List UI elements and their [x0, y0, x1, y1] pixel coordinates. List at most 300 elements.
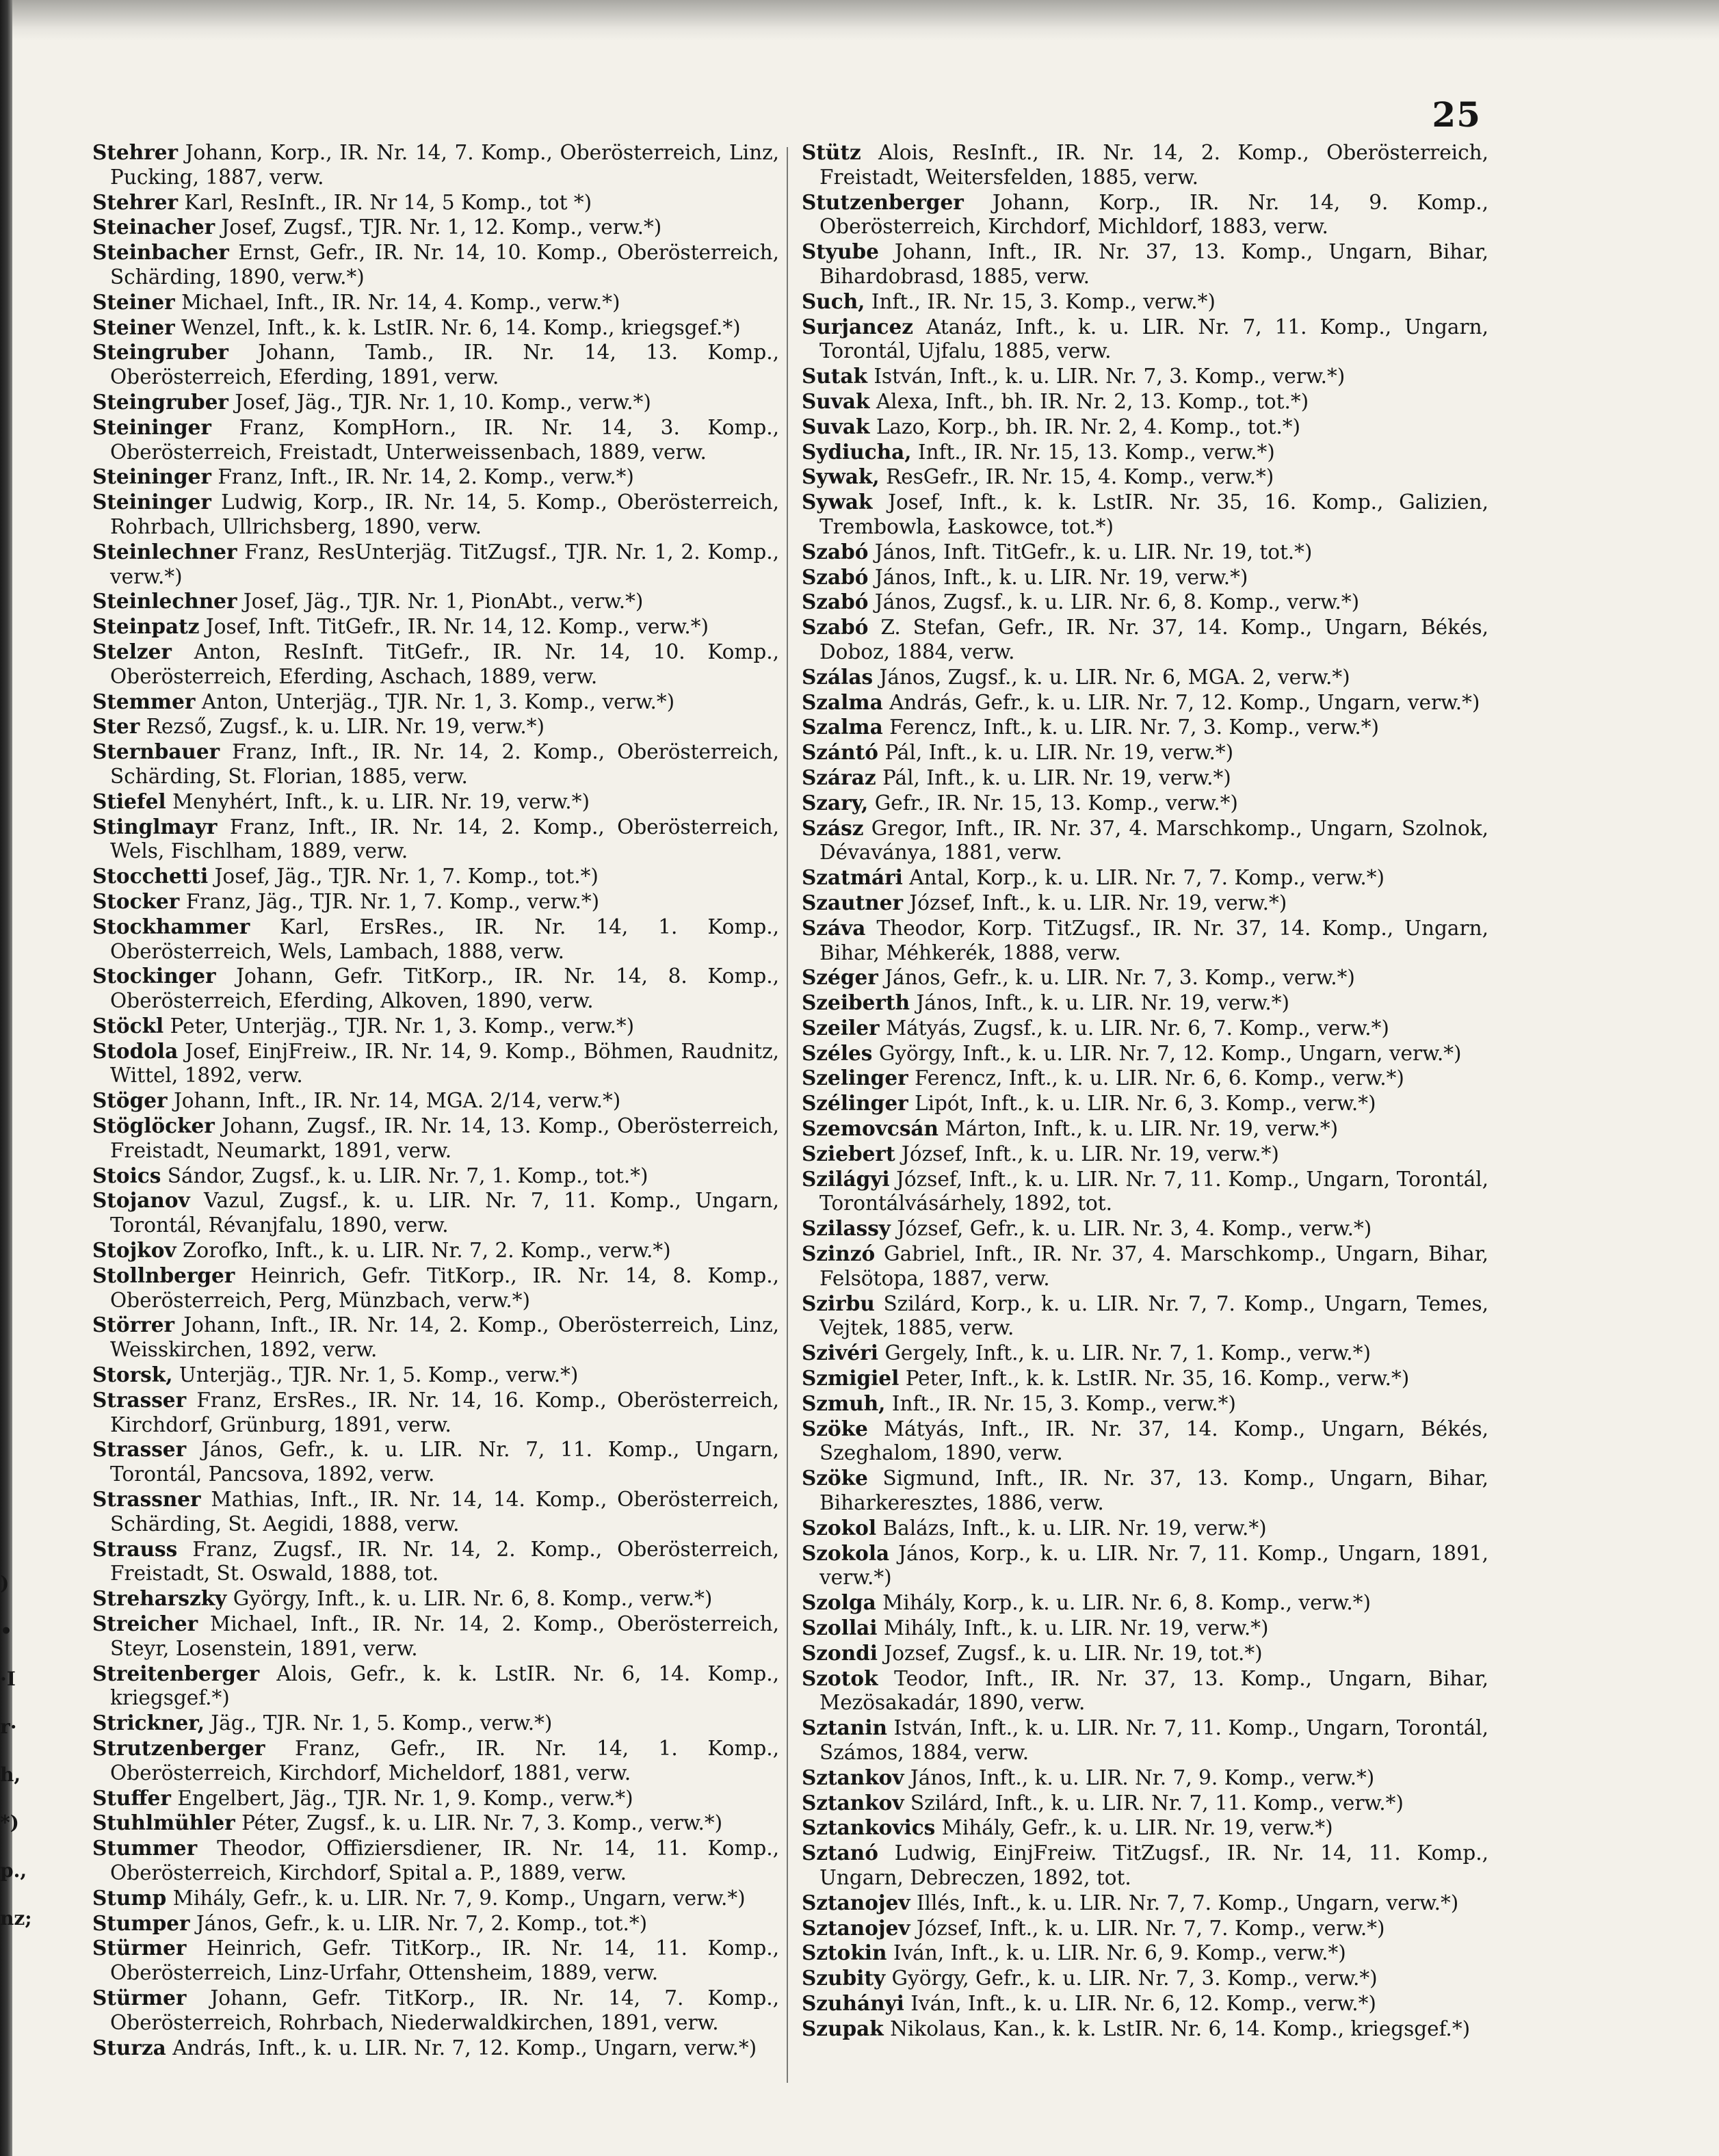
entry-details: Iván, Inft., k. u. LIR. Nr. 6, 9. Komp., verw.*): [893, 1941, 1346, 1965]
entry-surname: Sydiucha,: [802, 439, 912, 464]
entry-surname: Stutzenberger: [802, 189, 964, 214]
entry-surname: Sternbauer: [92, 739, 220, 764]
entry-surname: Stütz: [802, 140, 861, 164]
entry-surname: Steingruber: [92, 389, 228, 414]
entry-surname: Szalma: [802, 689, 883, 714]
list-entry: [802, 1016, 1488, 1041]
entry-details: József, Inft., k. u. LIR. Nr. 19, verw.*): [902, 1142, 1279, 1166]
entry-details: Johann, Zugsf., IR. Nr. 14, 13. Komp., Oberösterreich, Freistadt, Neumarkt, 1891, verw.: [110, 1114, 779, 1162]
entry-details: János, Zugsf., k. u. LIR. Nr. 6, MGA. 2, verw.*): [879, 665, 1350, 689]
list-entry: [802, 765, 1488, 791]
list-entry: [92, 1014, 779, 1039]
scan-shadow-top: [0, 0, 1719, 41]
entry-surname: Steinlechner: [92, 539, 237, 564]
entry-surname: Sywak,: [802, 464, 880, 489]
entry-surname: Szilágyi: [802, 1166, 890, 1191]
entry-details: István, Inft., k. u. LIR. Nr. 7, 11. Komp., Ungarn, Torontál, Számos, 1884, verw.: [819, 1716, 1488, 1764]
list-entry: [92, 1811, 779, 1836]
entry-details: Heinrich, Gefr. TitKorp., IR. Nr. 14, 11. Komp., Oberösterreich, Linz-Urfahr, Ottensheim, 1889, verw.: [110, 1936, 779, 1985]
entry-surname: Sztankov: [802, 1790, 904, 1815]
entry-surname: Szemovcsán: [802, 1116, 939, 1141]
entry-details: Alexa, Inft., bh. IR. Nr. 2, 13. Komp., tot.*): [876, 389, 1309, 413]
list-entry: [802, 1341, 1488, 1366]
entry-details: Franz, KompHorn., IR. Nr. 14, 3. Komp., Oberösterreich, Freistadt, Unterweissenbach, 1889, verw.: [110, 415, 779, 464]
list-entry: [802, 239, 1488, 289]
list-entry: [92, 1836, 779, 1886]
list-entry: [92, 1936, 779, 1986]
list-entry: [802, 1791, 1488, 1816]
entry-surname: Szivéri: [802, 1341, 878, 1365]
entry-surname: Stemmer: [92, 689, 196, 713]
list-entry: [92, 1263, 779, 1313]
list-entry: [802, 1966, 1488, 1991]
entry-details: György, Inft., k. u. LIR. Nr. 7, 12. Komp., Ungarn, verw.*): [878, 1041, 1462, 1065]
entry-surname: Stelzer: [92, 639, 172, 663]
entry-surname: Szántó: [802, 740, 878, 765]
entry-surname: Streharszky: [92, 1586, 227, 1611]
entry-surname: Steingruber: [92, 340, 228, 365]
list-entry: [92, 714, 779, 739]
list-entry: [802, 1891, 1488, 1916]
list-entry: [92, 340, 779, 390]
entry-surname: Stocker: [92, 889, 180, 913]
list-entry: [802, 916, 1488, 966]
entry-details: Ferencz, Inft., k. u. LIR. Nr. 7, 3. Komp., verw.*): [889, 715, 1380, 739]
list-entry: [802, 2016, 1488, 2042]
entry-surname: Streicher: [92, 1612, 198, 1636]
entry-details: Ludwig, Korp., IR. Nr. 14, 5. Komp., Oberösterreich, Rohrbach, Ullrichsberg, 1890, verw.: [110, 490, 779, 538]
entry-details: János, Inft., k. u. LIR. Nr. 19, verw.*): [874, 565, 1248, 589]
list-entry: [802, 590, 1488, 615]
list-entry: [802, 1291, 1488, 1341]
list-entry: [92, 215, 779, 240]
margin-fragment: ): [0, 1572, 10, 1594]
entry-details: Johann, Inft., IR. Nr. 37, 13. Komp., Ungarn, Bihar, Bihardobrasd, 1885, verw.: [819, 240, 1488, 288]
list-entry: [802, 1715, 1488, 1765]
entry-details: János, Gefr., k. u. LIR. Nr. 7, 2. Komp., tot.*): [196, 1911, 648, 1935]
list-entry: [802, 1516, 1488, 1541]
margin-fragment: •: [0, 1620, 12, 1642]
margin-fragment: *): [0, 1811, 19, 1834]
entry-details: Szilárd, Korp., k. u. LIR. Nr. 7, 7. Komp., Ungarn, Temes, Vejtek, 1885, verw.: [819, 1291, 1488, 1340]
entry-surname: Stöglöcker: [92, 1114, 215, 1138]
entry-details: Teodor, Inft., IR. Nr. 37, 13. Komp., Ungarn, Bihar, Mezösakadár, 1890, verw.: [819, 1666, 1488, 1715]
entry-details: Mihály, Gefr., k. u. LIR. Nr. 19, verw.*): [941, 1816, 1333, 1840]
entry-details: Franz, Zugsf., IR. Nr. 14, 2. Komp., Oberösterreich, Freistadt, St. Oswald, 1888, tot.: [110, 1537, 779, 1586]
entry-surname: Szirbu: [802, 1291, 875, 1315]
entry-details: Anton, Unterjäg., TJR. Nr. 1, 3. Komp., verw.*): [201, 689, 675, 713]
entry-details: Mátyás, Inft., IR. Nr. 37, 14. Komp., Ungarn, Békés, Szeghalom, 1890, verw.: [819, 1417, 1488, 1465]
entry-surname: Steinlechner: [92, 589, 237, 614]
entry-surname: Stockinger: [92, 964, 216, 988]
entry-surname: Steinpatz: [92, 614, 200, 639]
entry-surname: Szmigiel: [802, 1366, 900, 1391]
entry-details: Heinrich, Gefr. TitKorp., IR. Nr. 14, 8. Komp., Oberösterreich, Perg, Münzbach, verw.*): [110, 1263, 779, 1312]
entry-surname: Szuhányi: [802, 1990, 904, 2015]
list-entry: [92, 689, 779, 715]
entry-surname: Sztanojev: [802, 1890, 910, 1915]
entry-surname: Szilassy: [802, 1216, 891, 1241]
entry-surname: Szupak: [802, 2016, 884, 2040]
entry-details: Nikolaus, Kan., k. k. LstIR. Nr. 6, 14. Komp., kriegsgef.*): [890, 2016, 1471, 2040]
list-entry: [802, 615, 1488, 665]
entry-details: Josef, Zugsf., TJR. Nr. 1, 12. Komp., verw.*): [221, 215, 662, 239]
entry-surname: Sziebert: [802, 1141, 895, 1166]
list-entry: [802, 565, 1488, 590]
entry-surname: Stehrer: [92, 140, 179, 164]
entry-details: Alois, Gefr., k. k. LstIR. Nr. 6, 14. Komp., kriegsgef.*): [110, 1661, 779, 1710]
column-divider: [787, 147, 788, 2083]
entry-surname: Steininger: [92, 490, 211, 514]
entry-surname: Strutzenberger: [92, 1736, 265, 1760]
entry-details: Antal, Korp., k. u. LIR. Nr. 7, 7. Komp., verw.*): [909, 866, 1385, 890]
list-entry: [802, 364, 1488, 389]
entry-details: József, Inft., k. u. LIR. Nr. 7, 7. Komp., verw.*): [916, 1916, 1385, 1940]
left-column: [92, 140, 779, 2096]
list-entry: [92, 964, 779, 1014]
entry-surname: Sztanojev: [802, 1915, 910, 1940]
entry-details: András, Gefr., k. u. LIR. Nr. 7, 12. Komp., Ungarn, verw.*): [889, 690, 1480, 714]
entry-surname: Strassner: [92, 1487, 201, 1512]
entry-details: Karl, ResInft., IR. Nr 14, 5 Komp., tot *): [184, 190, 592, 214]
list-entry: [92, 1986, 779, 2036]
entry-surname: Stuffer: [92, 1785, 171, 1810]
entry-details: Josef, Jäg., TJR. Nr. 1, 10. Komp., verw.*): [235, 390, 651, 414]
list-entry: [802, 1616, 1488, 1641]
entry-surname: Stoics: [92, 1163, 161, 1187]
entry-surname: Steinbacher: [92, 240, 229, 265]
list-entry: [802, 1641, 1488, 1666]
entry-surname: Sztankovics: [802, 1815, 936, 1840]
page-number: 25: [1432, 94, 1481, 135]
entry-details: Pál, Inft., k. u. LIR. Nr. 19, verw.*): [882, 765, 1231, 789]
entry-details: Josef, Jäg., TJR. Nr. 1, 7. Komp., tot.*): [214, 865, 599, 889]
list-entry: [92, 490, 779, 540]
entry-details: Iván, Inft., k. u. LIR. Nr. 6, 12. Komp., verw.*): [910, 1991, 1376, 2015]
entry-details: Johann, Korp., IR. Nr. 14, 7. Komp., Oberösterreich, Linz, Pucking, 1887, verw.: [110, 141, 779, 189]
list-entry: [802, 1417, 1488, 1467]
entry-surname: Stehrer: [92, 189, 179, 214]
entry-details: Balázs, Inft., k. u. LIR. Nr. 19, verw.*): [882, 1516, 1267, 1540]
entry-details: Mathias, Inft., IR. Nr. 14, 14. Komp., Oberösterreich, Schärding, St. Aegidi, 1888, verw.: [110, 1488, 779, 1536]
entry-details: Ludwig, EinjFreiw. TitZugsf., IR. Nr. 14, 11. Komp., Ungarn, Debreczen, 1892, tot.: [819, 1841, 1488, 1889]
list-entry: [802, 1142, 1488, 1167]
list-entry: [802, 690, 1488, 715]
list-entry: [802, 415, 1488, 440]
list-entry: [802, 1041, 1488, 1066]
entry-surname: Stockhammer: [92, 914, 250, 938]
entry-details: Márton, Inft., k. u. LIR. Nr. 19, verw.*): [945, 1117, 1339, 1141]
entry-details: Menyhért, Inft., k. u. LIR. Nr. 19, verw.*): [172, 789, 590, 813]
entry-details: Rezső, Zugsf., k. u. LIR. Nr. 19, verw.*): [146, 715, 544, 739]
margin-fragments: [0, 1560, 32, 1943]
list-entry: [802, 740, 1488, 765]
entry-surname: Szotok: [802, 1666, 878, 1690]
list-entry: [802, 1541, 1488, 1591]
list-entry: [92, 1786, 779, 1811]
entry-details: Ernst, Gefr., IR. Nr. 14, 10. Komp., Oberösterreich, Schärding, 1890, verw.*): [110, 241, 779, 289]
entry-details: János, Gefr., k. u. LIR. Nr. 7, 3. Komp., verw.*): [884, 966, 1355, 990]
list-entry: [92, 1586, 779, 1612]
entry-surname: Stuhlmühler: [92, 1811, 235, 1835]
list-entry: [92, 140, 779, 190]
entry-details: Franz, ErsRes., IR. Nr. 14, 16. Komp., Oberösterreich, Kirchdorf, Grünburg, 1891, verw.: [110, 1388, 779, 1436]
entry-surname: Stiefel: [92, 789, 166, 813]
list-entry: [802, 1841, 1488, 1891]
list-entry: [92, 240, 779, 290]
entry-surname: Surjancez: [802, 314, 914, 339]
entry-details: Engelbert, Jäg., TJR. Nr. 1, 9. Komp., verw.*): [177, 1786, 633, 1810]
list-entry: [802, 1091, 1488, 1116]
margin-fragment: nz;: [0, 1907, 32, 1930]
entry-surname: Sztokin: [802, 1941, 887, 1965]
list-entry: [802, 1916, 1488, 1941]
entry-surname: Suvak: [802, 414, 870, 438]
entry-surname: Szöke: [802, 1466, 868, 1490]
entry-details: Franz, Inft., IR. Nr. 14, 2. Komp., Oberösterreich, Wels, Fischlham, 1889, verw.: [110, 815, 779, 863]
list-entry: [802, 289, 1488, 315]
list-entry: [92, 1164, 779, 1189]
list-entry: [802, 440, 1488, 465]
entry-details: Peter, Inft., k. k. LstIR. Nr. 35, 16. Komp., verw.*): [905, 1367, 1410, 1391]
entry-surname: Sturza: [92, 2035, 166, 2060]
list-entry: [802, 190, 1488, 240]
entry-surname: Szabó: [802, 564, 869, 589]
entry-surname: Stump: [92, 1885, 167, 1910]
entry-surname: Szokol: [802, 1515, 877, 1540]
list-entry: [802, 1241, 1488, 1291]
entry-details: Franz, Inft., IR. Nr. 14, 2. Komp., Oberösterreich, Schärding, St. Florian, 1885, verw.: [110, 740, 779, 788]
entry-details: Sigmund, Inft., IR. Nr. 37, 13. Komp., Ungarn, Bihar, Biharkeresztes, 1886, verw.: [819, 1467, 1488, 1515]
list-entry: [92, 1313, 779, 1363]
entry-surname: Stürmer: [92, 1936, 187, 1960]
entry-details: Johann, Korp., IR. Nr. 14, 9. Komp., Oberösterreich, Kirchdorf, Michldorf, 1883, verw.: [819, 190, 1488, 239]
list-entry: [92, 1188, 779, 1238]
entry-surname: Stinglmayr: [92, 814, 218, 839]
list-entry: [802, 791, 1488, 816]
entry-surname: Szeiberth: [802, 990, 910, 1015]
entry-surname: Szubity: [802, 1966, 886, 1990]
entry-surname: Steinacher: [92, 215, 215, 239]
entry-details: János, Zugsf., k. u. LIR. Nr. 6, 8. Komp., verw.*): [874, 590, 1360, 614]
list-entry: [802, 1066, 1488, 1091]
entry-surname: Szabó: [802, 615, 869, 640]
list-entry: [92, 315, 779, 341]
entry-surname: Steiner: [92, 289, 175, 314]
list-entry: [92, 889, 779, 915]
list-entry: [802, 464, 1488, 490]
entry-details: Gabriel, Inft., IR. Nr. 37, 4. Marschkomp., Ungarn, Bihar, Felsötopa, 1887, verw.: [819, 1242, 1488, 1290]
list-entry: [802, 1116, 1488, 1142]
list-entry: [802, 1466, 1488, 1516]
entry-details: Johann, Inft., IR. Nr. 14, MGA. 2/14, verw.*): [173, 1089, 621, 1113]
entry-surname: Szeiler: [802, 1015, 880, 1040]
entry-details: Jäg., TJR. Nr. 1, 5. Komp., verw.*): [211, 1711, 553, 1735]
entry-surname: Szabó: [802, 590, 869, 614]
list-entry: [92, 614, 779, 640]
entry-surname: Steininger: [92, 464, 211, 489]
list-entry: [92, 640, 779, 689]
list-entry: [92, 1388, 779, 1438]
entry-details: Karl, ErsRes., IR. Nr. 14, 1. Komp., Oberösterreich, Wels, Lambach, 1888, verw.: [110, 915, 779, 963]
entry-details: Pál, Inft., k. u. LIR. Nr. 19, verw.*): [884, 741, 1234, 765]
entry-details: János, Gefr., k. u. LIR. Nr. 7, 11. Komp., Ungarn, Torontál, Pancsova, 1892, verw.: [110, 1438, 779, 1486]
list-entry: [92, 1612, 779, 1661]
entry-details: János, Inft. TitGefr., k. u. LIR. Nr. 19, tot.*): [874, 540, 1313, 564]
entry-surname: Szelinger: [802, 1066, 908, 1090]
list-entry: [802, 715, 1488, 740]
entry-surname: Száva: [802, 915, 866, 940]
entry-details: ResGefr., IR. Nr. 15, 4. Komp., verw.*): [886, 465, 1274, 489]
entry-details: Gergely, Inft., k. u. LIR. Nr. 7, 1. Komp., verw.*): [884, 1341, 1371, 1365]
list-entry: [92, 2036, 779, 2061]
list-entry: [802, 490, 1488, 540]
entry-surname: Stollnberger: [92, 1263, 235, 1287]
entry-surname: Ster: [92, 714, 140, 739]
list-entry: [92, 1039, 779, 1089]
entry-details: Unterjäg., TJR. Nr. 1, 5. Komp., verw.*): [179, 1363, 579, 1387]
entry-details: Anton, ResInft. TitGefr., IR. Nr. 14, 10. Komp., Oberösterreich, Eferding, Aschach, 1889, verw.: [110, 640, 779, 688]
entry-surname: Szollai: [802, 1616, 878, 1640]
entry-surname: Szöke: [802, 1416, 868, 1441]
list-entry: [92, 1363, 779, 1388]
entry-details: Gefr., IR. Nr. 15, 13. Komp., verw.*): [874, 791, 1238, 815]
entry-details: Johann, Gefr. TitKorp., IR. Nr. 14, 7. Komp., Oberösterreich, Rohrbach, Niederwaldkirchen, 1891, verw.: [110, 1986, 779, 2034]
entry-surname: Stummer: [92, 1836, 198, 1861]
entry-details: Michael, Inft., IR. Nr. 14, 2. Komp., Oberösterreich, Steyr, Losenstein, 1891, verw.: [110, 1612, 779, 1660]
entry-surname: Szász: [802, 815, 864, 840]
entry-surname: Stodola: [92, 1038, 179, 1063]
entry-details: Jozsef, Zugsf., k. u. LIR. Nr. 19, tot.*): [884, 1641, 1263, 1665]
entry-details: Péter, Zugsf., k. u. LIR. Nr. 7, 3. Komp., verw.*): [241, 1811, 723, 1835]
list-entry: [92, 815, 779, 865]
list-entry: [802, 1941, 1488, 1966]
entry-surname: Stumper: [92, 1910, 190, 1935]
list-entry: [802, 891, 1488, 916]
entry-surname: Strauss: [92, 1536, 178, 1561]
entry-surname: Störrer: [92, 1313, 175, 1337]
list-entry: [92, 540, 779, 590]
entry-surname: Strasser: [92, 1387, 187, 1412]
entry-surname: Streitenberger: [92, 1661, 260, 1685]
entry-surname: Széles: [802, 1040, 873, 1065]
entry-surname: Steininger: [92, 415, 211, 439]
entry-details: Inft., IR. Nr. 15, 3. Komp., verw.*): [871, 289, 1216, 313]
entry-details: Theodor, Offiziersdiener, IR. Nr. 14, 11. Komp., Oberösterreich, Kirchdorf, Spital a. P., 1889, verw.: [110, 1837, 779, 1884]
list-entry: [92, 1437, 779, 1487]
list-entry: [802, 816, 1488, 866]
list-entry: [92, 1537, 779, 1587]
list-entry: [92, 1088, 779, 1114]
margin-fragment: r·: [0, 1715, 17, 1738]
list-entry: [802, 865, 1488, 891]
entry-surname: Stürmer: [92, 1985, 187, 2010]
list-entry: [92, 589, 779, 614]
list-entry: [802, 1815, 1488, 1841]
entry-surname: Sywak: [802, 490, 873, 514]
list-entry: [92, 864, 779, 889]
right-column: [802, 140, 1488, 2096]
entry-details: Lazo, Korp., bh. IR. Nr. 2, 4. Komp., tot.*): [876, 415, 1301, 438]
entry-surname: Strasser: [92, 1437, 187, 1462]
entry-details: Wenzel, Inft., k. k. LstIR. Nr. 6, 14. Komp., kriegsgef.*): [181, 315, 741, 339]
entry-details: Franz, Inft., IR. Nr. 14, 2. Komp., verw.*): [218, 465, 634, 489]
entry-surname: Sztankov: [802, 1765, 904, 1789]
entry-details: József, Inft., k. u. LIR. Nr. 7, 11. Komp., Ungarn, Torontál, Torontálvásárhely, 1892, tot.: [819, 1167, 1488, 1215]
list-entry: [802, 1167, 1488, 1217]
entry-details: Josef, EinjFreiw., IR. Nr. 14, 9. Komp., Böhmen, Raudnitz, Wittel, 1892, verw.: [110, 1039, 779, 1088]
list-entry: [802, 389, 1488, 415]
entry-details: György, Inft., k. u. LIR. Nr. 6, 8. Komp., verw.*): [233, 1587, 713, 1611]
entry-details: Mihály, Inft., k. u. LIR. Nr. 19, verw.*): [883, 1616, 1269, 1640]
entry-details: Mihály, Korp., k. u. LIR. Nr. 6, 8. Komp., verw.*): [882, 1591, 1372, 1615]
entry-details: Inft., IR. Nr. 15, 13. Komp., verw.*): [917, 440, 1275, 464]
list-entry: [92, 1661, 779, 1711]
entry-surname: Széger: [802, 965, 878, 990]
list-entry: [92, 1114, 779, 1164]
entry-surname: Szatmári: [802, 865, 903, 890]
list-entry: [92, 390, 779, 415]
entry-surname: Styube: [802, 239, 879, 264]
entry-surname: Stöckl: [92, 1013, 164, 1038]
entry-surname: Szondi: [802, 1640, 878, 1665]
list-entry: [802, 1216, 1488, 1241]
entry-surname: Stocchetti: [92, 864, 209, 889]
entry-details: Johann, Tamb., IR. Nr. 14, 13. Komp., Oberösterreich, Eferding, 1891, verw.: [110, 341, 779, 389]
entry-details: Josef, Inft. TitGefr., IR. Nr. 14, 12. Komp., verw.*): [205, 615, 709, 639]
entry-details: Szilárd, Inft., k. u. LIR. Nr. 7, 11. Komp., verw.*): [910, 1791, 1404, 1815]
entry-details: Zorofko, Inft., k. u. LIR. Nr. 7, 2. Komp., verw.*): [182, 1239, 671, 1263]
entry-details: Franz, Jäg., TJR. Nr. 1, 7. Komp., verw.*): [185, 889, 600, 913]
list-entry: [92, 415, 779, 465]
entry-details: János, Inft., k. u. LIR. Nr. 7, 9. Komp., verw.*): [910, 1765, 1375, 1789]
list-entry: [802, 540, 1488, 565]
entry-details: János, Korp., k. u. LIR. Nr. 7, 11. Komp., Ungarn, 1891, verw.*): [819, 1541, 1488, 1590]
entry-details: Franz, ResUnterjäg. TitZugsf., TJR. Nr. 1, 2. Komp., verw.*): [110, 540, 779, 588]
list-entry: [92, 1487, 779, 1537]
entry-surname: Sutak: [802, 364, 867, 389]
list-entry: [92, 915, 779, 964]
entry-details: Vazul, Zugsf., k. u. LIR. Nr. 7, 11. Komp., Ungarn, Torontál, Révanjfalu, 1890, verw.: [110, 1189, 779, 1237]
margin-fragment: h,: [0, 1763, 21, 1786]
entry-surname: Stojanov: [92, 1188, 190, 1213]
entry-details: Lipót, Inft., k. u. LIR. Nr. 6, 3. Komp., verw.*): [915, 1092, 1376, 1116]
entry-surname: Storsk,: [92, 1363, 173, 1387]
list-entry: [92, 739, 779, 789]
list-entry: [802, 965, 1488, 990]
entry-surname: Stojkov: [92, 1238, 176, 1263]
entry-surname: Szary,: [802, 790, 869, 815]
entry-surname: Száraz: [802, 765, 876, 789]
entry-surname: Sztanó: [802, 1841, 878, 1865]
list-entry: [802, 1391, 1488, 1417]
entry-details: Peter, Unterjäg., TJR. Nr. 1, 3. Komp., verw.*): [170, 1014, 635, 1038]
entry-details: Sándor, Zugsf., k. u. LIR. Nr. 7, 1. Komp., tot.*): [167, 1164, 648, 1187]
entry-details: Josef, Inft., k. k. LstIR. Nr. 35, 16. Komp., Galizien, Trembowla, Łaskowce, tot.*): [819, 490, 1488, 538]
entry-details: István, Inft., k. u. LIR. Nr. 7, 3. Komp., verw.*): [874, 365, 1346, 389]
list-entry: [802, 1366, 1488, 1391]
entry-surname: Sztanin: [802, 1715, 887, 1740]
list-entry: [92, 290, 779, 315]
entry-details: József, Inft., k. u. LIR. Nr. 19, verw.*): [909, 891, 1287, 915]
margin-fragment: ·I: [0, 1668, 16, 1690]
entry-details: János, Inft., k. u. LIR. Nr. 19, verw.*): [916, 991, 1289, 1015]
list-entry: [802, 140, 1488, 190]
list-entry: [802, 665, 1488, 690]
entry-surname: Szolga: [802, 1590, 876, 1615]
list-entry: [802, 1666, 1488, 1716]
entry-details: György, Gefr., k. u. LIR. Nr. 7, 3. Komp., verw.*): [891, 1967, 1378, 1990]
